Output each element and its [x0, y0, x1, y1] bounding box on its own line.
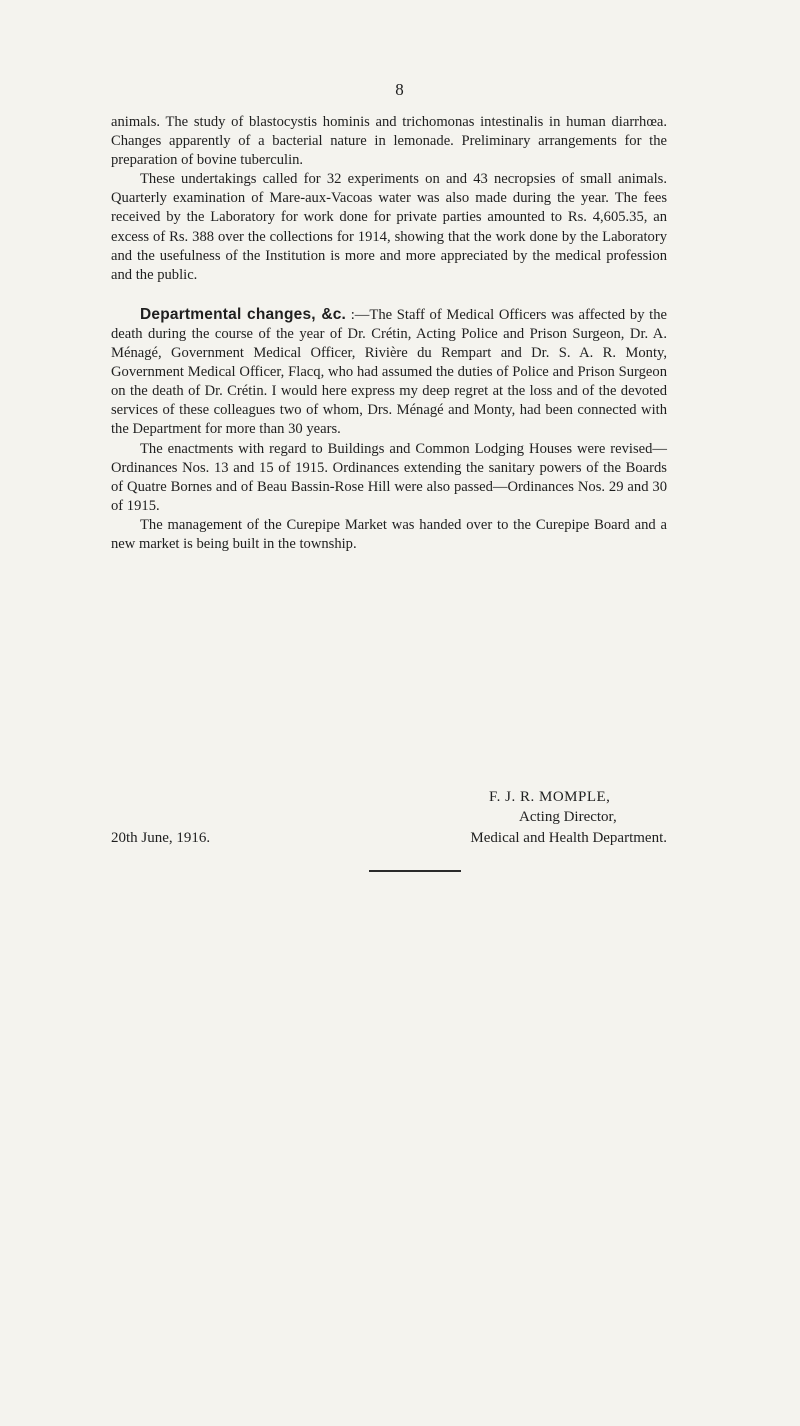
- signatory-title: Acting Director,: [519, 809, 617, 825]
- paragraph-laboratory-work: animals. The study of blastocystis hominis and trichomonas intestinalis in human diarrhœa. Changes apparently of a bacterial nature in lemonade. Preliminary arrangements for the preparation of bovine tuberculin.: [111, 114, 667, 169]
- signature-date: 20th June, 1916.: [111, 830, 211, 846]
- report-body: [111, 113, 667, 554]
- signatory-name: F. J. R. MOMPLE,: [489, 789, 611, 805]
- end-rule-divider: [369, 870, 461, 872]
- paragraph-experiments-fees: These undertakings called for 32 experiments on and 43 necropsies of small animals. Quarterly examination of Mare-aux-Vacoas water was also made during the year. The fees received by the Laboratory for work done for private parties amounted to Rs. 4,605.35, an excess of Rs. 388 over the collections for 1914, showing that the work done by the Laboratory and the usefulness of the Institution is more and more appreciated by the medical profession and the public.: [111, 171, 667, 283]
- section-heading-text: :—The Staff of Medical Officers was affected by the death during the course of the year of Dr. Crétin, Acting Police and Prison Surgeon, Dr. A. Ménagé, Government Medical Officer, Rivière du Rempart and Dr. S. A. R. Monty, Government Medical Officer, Flacq, who had assumed the duties of Police and Prison Surgeon on the death of Dr. Crétin. I would here express my deep regret at the loss and of the devoted services of these colleagues two of whom, Drs. Ménagé and Monty, had been connected with the Department for more than 30 years.: [111, 306, 668, 438]
- section-heading: Departmental changes, &c.: [140, 305, 347, 323]
- signatory-department: Medical and Health Department.: [470, 830, 667, 846]
- signature-block: [111, 787, 667, 849]
- page-number: 8: [395, 80, 405, 99]
- paragraph-departmental-changes: [111, 305, 667, 440]
- paragraph-curepipe-market: The management of the Curepipe Market was handed over to the Curepipe Board and a new market is being built in the township.: [111, 516, 667, 552]
- paragraph-enactments: The enactments with regard to Buildings and Common Lodging Houses were revised—Ordinances Nos. 13 and 15 of 1915. Ordinances extending the sanitary powers of the Boards of Quatre Bornes and of Beau Bassin-Rose Hill were also passed—Ordinances Nos. 29 and 30 of 1915.: [111, 440, 667, 514]
